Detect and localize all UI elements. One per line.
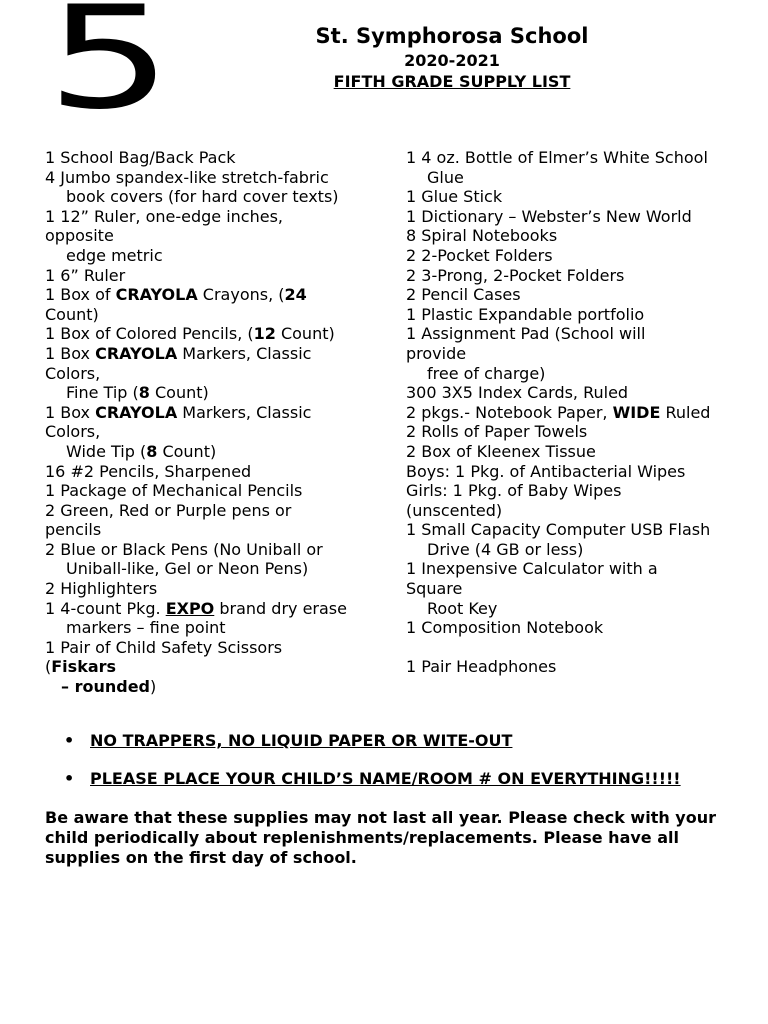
supply-list-right [406, 148, 726, 677]
text: 1 Box of [45, 285, 116, 305]
spacer [406, 638, 726, 658]
text: 1 Box [45, 343, 96, 363]
list-item: 300 3X5 Index Cards, Ruled [406, 383, 629, 403]
count: 24 [284, 285, 307, 305]
emphasis: WIDE [612, 402, 661, 422]
grade-number: 5 [46, 0, 173, 141]
supply-list-left [45, 148, 365, 697]
list-item: 1 Small Capacity Computer USB Flash [406, 520, 711, 540]
text: 1 Box [45, 402, 96, 422]
list-item: Count) [45, 304, 99, 324]
list-item: 2 Rolls of Paper Towels [406, 422, 588, 442]
note-text: PLEASE PLACE YOUR CHILD’S NAME/ROOM # ON EVERYTHING!!!!! [90, 769, 681, 788]
note-item [60, 731, 740, 751]
list-item [45, 344, 365, 364]
list-item: opposite [45, 226, 114, 246]
list-item: Colors, [45, 363, 101, 383]
brand-name: Fiskars [51, 657, 117, 677]
list-item: 2 Highlighters [45, 579, 158, 599]
header [262, 22, 642, 92]
list-item: Square [406, 579, 463, 599]
list-item: 16 #2 Pencils, Sharpened [45, 461, 252, 481]
list-title: FIFTH GRADE SUPPLY LIST [333, 72, 571, 91]
text: Count) [149, 383, 209, 403]
text: Crayons, ( [197, 285, 285, 305]
text: Markers, Classic [177, 343, 312, 363]
list-item: (unscented) [406, 500, 503, 520]
list-item: 2 Box of Kleenex Tissue [406, 441, 596, 461]
note-item [60, 769, 740, 789]
footer-paragraph: Be aware that these supplies may not last all year. Please check with your child periodically about replenishments/replacements. Please have all supplies on the first day of school. [45, 808, 717, 867]
list-item: 1 Composition Notebook [406, 618, 604, 638]
school-name: St. Symphorosa School [315, 24, 589, 48]
list-item: 2 Blue or Black Pens (No Uniball or [45, 539, 323, 559]
list-item: Boys: 1 Pkg. of Antibacterial Wipes [406, 461, 686, 481]
list-item [45, 285, 365, 305]
brand-name: CRAYOLA [95, 343, 178, 363]
list-item: pencils [45, 520, 102, 540]
list-item: 1 4 oz. Bottle of Elmer’s White School [406, 148, 708, 167]
list-item: 4 Jumbo spandex-like stretch-fabric [45, 167, 329, 187]
list-item [406, 403, 726, 423]
count: 12 [253, 324, 276, 344]
list-item [45, 442, 365, 462]
list-item: 1 Pair of Child Safety Scissors [45, 637, 283, 657]
list-item [45, 677, 365, 697]
brand-name: – rounded [61, 677, 150, 697]
text: Wide Tip ( [66, 441, 147, 461]
list-item: free of charge) [427, 363, 546, 383]
list-item: 1 School Bag/Back Pack [45, 148, 236, 167]
list-item: 2 2-Pocket Folders [406, 245, 553, 265]
text: Count) [275, 324, 335, 344]
list-item: 2 3-Prong, 2-Pocket Folders [406, 265, 625, 285]
list-item: Uniball-like, Gel or Neon Pens) [66, 559, 309, 579]
list-item: 1 Glue Stick [406, 187, 503, 207]
list-item: Glue [427, 167, 464, 187]
list-item [45, 599, 365, 619]
count: 8 [138, 383, 150, 403]
list-item: 8 Spiral Notebooks [406, 226, 558, 246]
list-item: 1 12” Ruler, one-edge inches, [45, 206, 283, 226]
list-item [45, 383, 365, 403]
list-item: 1 Assignment Pad (School will [406, 324, 646, 344]
list-item: 1 Pair Headphones [406, 657, 557, 677]
list-item: markers – fine point [66, 618, 226, 638]
bullet-icon: • [64, 769, 75, 788]
notes-list [60, 731, 740, 807]
list-item: 1 Dictionary – Webster’s New World [406, 206, 692, 226]
list-item: Colors, [45, 422, 101, 442]
list-item [45, 324, 365, 344]
text: Ruled [660, 402, 711, 422]
text: 2 pkgs.- Notebook Paper, [406, 402, 613, 422]
bullet-icon: • [64, 731, 75, 750]
list-item: edge metric [66, 245, 163, 265]
text: Count) [157, 441, 217, 461]
note-text: NO TRAPPERS, NO LIQUID PAPER OR WITE-OUT [90, 731, 513, 750]
list-item [45, 403, 365, 423]
list-item: 1 6” Ruler [45, 265, 126, 285]
list-item [45, 657, 365, 677]
list-item: 2 Green, Red or Purple pens or [45, 500, 292, 520]
text: brand dry erase [214, 598, 347, 618]
brand-name: EXPO [165, 598, 215, 618]
list-item: Root Key [427, 598, 498, 618]
text: Markers, Classic [177, 402, 312, 422]
count: 8 [146, 441, 158, 461]
list-item: 1 Package of Mechanical Pencils [45, 481, 303, 501]
text: ( [45, 657, 52, 677]
list-item: book covers (for hard cover texts) [66, 187, 339, 207]
text: 1 Box of Colored Pencils, ( [45, 324, 254, 344]
list-item: Drive (4 GB or less) [427, 539, 584, 559]
list-item: Girls: 1 Pkg. of Baby Wipes [406, 481, 622, 501]
brand-name: CRAYOLA [115, 285, 198, 305]
text: 1 4-count Pkg. [45, 598, 166, 618]
list-item: provide [406, 343, 467, 363]
text: ) [150, 677, 157, 697]
list-item: 1 Inexpensive Calculator with a [406, 559, 658, 579]
school-year: 2020-2021 [404, 51, 500, 70]
brand-name: CRAYOLA [95, 402, 178, 422]
list-item: 2 Pencil Cases [406, 285, 521, 305]
text: Fine Tip ( [66, 383, 139, 403]
list-item: 1 Plastic Expandable portfolio [406, 304, 645, 324]
